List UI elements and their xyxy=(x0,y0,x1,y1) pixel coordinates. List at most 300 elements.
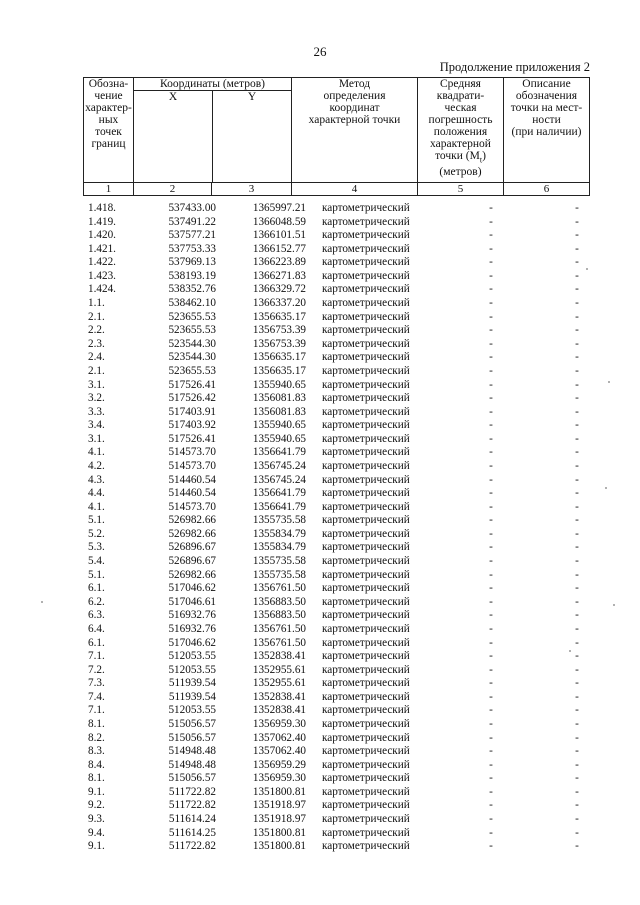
point-id-cell: 3.3. xyxy=(88,405,105,418)
x-cell: 537433.00 xyxy=(168,202,216,214)
table-row xyxy=(83,297,620,311)
method-cell: картометрический xyxy=(322,229,410,242)
point-id-cell: 4.1. xyxy=(88,446,105,459)
table-row xyxy=(83,474,620,488)
mean-error-cell: - xyxy=(489,717,493,730)
description-cell: - xyxy=(575,609,579,622)
method-cell: картометрический xyxy=(322,582,410,595)
method-cell: картометрический xyxy=(322,799,410,812)
x-cell: 516932.76 xyxy=(168,622,216,635)
continuation-note: Продолжение приложения 2 xyxy=(439,60,590,74)
point-id-cell: 1.424. xyxy=(88,283,116,296)
y-cell: 1356641.79 xyxy=(252,487,306,500)
y-cell: 1356761.50 xyxy=(252,622,306,635)
x-cell: 523655.53 xyxy=(168,324,216,337)
header-line: характерной точки xyxy=(308,114,401,126)
x-cell: 523544.30 xyxy=(168,351,216,364)
y-cell: 1355940.65 xyxy=(252,432,306,445)
description-cell: - xyxy=(575,514,579,527)
header-line: чение xyxy=(94,90,123,102)
table-row xyxy=(83,243,620,257)
x-cell: 537577.21 xyxy=(168,229,216,242)
header-line: точки на мест- xyxy=(510,102,583,114)
description-cell: - xyxy=(575,745,579,758)
description-cell: - xyxy=(575,758,579,771)
speck xyxy=(605,487,607,489)
x-cell: 538352.76 xyxy=(168,283,216,296)
x-cell: 511722.82 xyxy=(168,840,216,853)
header-line: определения xyxy=(323,90,386,102)
description-cell: - xyxy=(575,310,579,323)
column-number: 3 xyxy=(212,183,292,196)
header-line: погрешность xyxy=(428,114,493,126)
description-cell: - xyxy=(575,256,579,269)
mean-error-cell: - xyxy=(489,636,493,649)
mean-error-cell: - xyxy=(489,745,493,758)
x-cell: 511614.24 xyxy=(168,813,216,826)
mean-error-cell: - xyxy=(489,310,493,323)
x-cell: 517526.41 xyxy=(168,432,216,445)
y-cell: 1356635.17 xyxy=(252,364,306,377)
description-cell: - xyxy=(575,202,579,214)
x-cell: 517046.61 xyxy=(168,595,216,608)
table-row xyxy=(83,501,620,515)
method-cell: картометрический xyxy=(322,555,410,568)
table-row xyxy=(83,311,620,325)
description-cell: - xyxy=(575,473,579,486)
x-cell: 517046.62 xyxy=(168,636,216,649)
point-id-cell: 6.1. xyxy=(88,636,105,649)
description-cell: - xyxy=(575,690,579,703)
mean-error-cell: - xyxy=(489,351,493,364)
header-coordinates-title: Координаты (метров) xyxy=(134,78,291,91)
mean-error-cell: - xyxy=(489,392,493,405)
point-id-cell: 3.1. xyxy=(88,432,105,445)
mean-error-cell: - xyxy=(489,785,493,798)
column-number: 5 xyxy=(418,183,504,196)
x-cell: 514460.54 xyxy=(168,487,216,500)
description-cell: - xyxy=(575,459,579,472)
point-id-cell: 1.422. xyxy=(88,256,116,269)
method-cell: картометрический xyxy=(322,690,410,703)
mean-error-cell: - xyxy=(489,269,493,282)
point-id-cell: 8.3. xyxy=(88,745,105,758)
table-row xyxy=(83,419,620,433)
method-cell: картометрический xyxy=(322,256,410,269)
mean-error-cell: - xyxy=(489,622,493,635)
header-line: точек xyxy=(95,126,122,138)
description-cell: - xyxy=(575,297,579,310)
table-row xyxy=(83,718,620,732)
description-cell: - xyxy=(575,324,579,337)
method-cell: картометрический xyxy=(322,215,410,228)
table-row xyxy=(83,813,620,827)
method-cell: картометрический xyxy=(322,500,410,513)
description-cell: - xyxy=(575,351,579,364)
table-row xyxy=(83,406,620,420)
method-cell: картометрический xyxy=(322,487,410,500)
point-id-cell: 1.418. xyxy=(88,202,116,214)
mean-error-cell: - xyxy=(489,690,493,703)
description-cell: - xyxy=(575,622,579,635)
point-id-cell: 2.1. xyxy=(88,364,105,377)
description-cell: - xyxy=(575,555,579,568)
header-line: положения xyxy=(433,126,488,138)
method-cell: картометрический xyxy=(322,297,410,310)
mean-error-cell: - xyxy=(489,514,493,527)
method-cell: картометрический xyxy=(322,337,410,350)
method-cell: картометрический xyxy=(322,758,410,771)
header-point-designation xyxy=(84,78,134,183)
x-cell: 517403.92 xyxy=(168,419,216,432)
table-row xyxy=(83,229,620,243)
x-cell: 526982.66 xyxy=(168,514,216,527)
y-cell: 1355834.79 xyxy=(252,527,306,540)
y-cell: 1351800.81 xyxy=(252,826,306,839)
y-cell: 1356635.17 xyxy=(252,310,306,323)
x-cell: 523655.53 xyxy=(168,310,216,323)
point-id-cell: 7.2. xyxy=(88,663,105,676)
header-subscript: t xyxy=(479,155,483,165)
x-cell: 514460.54 xyxy=(168,473,216,486)
method-cell: картометрический xyxy=(322,473,410,486)
method-cell: картометрический xyxy=(322,717,410,730)
table-row xyxy=(83,446,620,460)
mean-error-cell: - xyxy=(489,500,493,513)
description-cell: - xyxy=(575,446,579,459)
table-row xyxy=(83,528,620,542)
method-cell: картометрический xyxy=(322,826,410,839)
point-id-cell: 1.1. xyxy=(88,297,105,310)
table-row xyxy=(83,637,620,651)
table-row xyxy=(83,338,620,352)
y-cell: 1352955.61 xyxy=(252,663,306,676)
point-id-cell: 1.421. xyxy=(88,242,116,255)
table-row xyxy=(83,541,620,555)
mean-error-cell: - xyxy=(489,459,493,472)
y-cell: 1355940.65 xyxy=(252,378,306,391)
description-cell: - xyxy=(575,785,579,798)
table-row xyxy=(83,270,620,284)
mean-error-cell: - xyxy=(489,677,493,690)
table-row xyxy=(83,202,620,216)
description-cell: - xyxy=(575,269,579,282)
description-cell: - xyxy=(575,527,579,540)
description-cell: - xyxy=(575,677,579,690)
y-cell: 1366271.83 xyxy=(252,269,306,282)
y-cell: 1356959.30 xyxy=(252,717,306,730)
header-line: Средняя xyxy=(440,78,481,90)
table-row xyxy=(83,732,620,746)
point-id-cell: 9.2. xyxy=(88,799,105,812)
y-cell: 1356753.39 xyxy=(252,324,306,337)
header-line: (метров) xyxy=(439,166,482,179)
description-cell: - xyxy=(575,500,579,513)
x-cell: 523655.53 xyxy=(168,364,216,377)
mean-error-cell: - xyxy=(489,663,493,676)
method-cell: картометрический xyxy=(322,419,410,432)
x-cell: 537491.22 xyxy=(168,215,216,228)
description-cell: - xyxy=(575,582,579,595)
header-line: ности xyxy=(532,114,561,126)
point-id-cell: 7.1. xyxy=(88,704,105,717)
table-row xyxy=(83,691,620,705)
y-cell: 1352838.41 xyxy=(252,690,306,703)
column-number: 1 xyxy=(84,183,134,196)
method-cell: картометрический xyxy=(322,405,410,418)
method-cell: картометрический xyxy=(322,364,410,377)
y-cell: 1357062.40 xyxy=(252,731,306,744)
mean-error-cell: - xyxy=(489,432,493,445)
mean-error-cell: - xyxy=(489,813,493,826)
y-cell: 1351800.81 xyxy=(252,840,306,853)
method-cell: картометрический xyxy=(322,527,410,540)
y-cell: 1351918.97 xyxy=(252,799,306,812)
y-cell: 1356761.50 xyxy=(252,636,306,649)
method-cell: картометрический xyxy=(322,663,410,676)
mean-error-cell: - xyxy=(489,568,493,581)
header-method xyxy=(292,78,418,183)
header-text: точки (М xyxy=(435,150,480,162)
mean-error-cell: - xyxy=(489,826,493,839)
y-cell: 1356883.50 xyxy=(252,595,306,608)
x-cell: 511722.82 xyxy=(168,785,216,798)
mean-error-cell: - xyxy=(489,215,493,228)
header-line: Обозна- xyxy=(88,78,129,90)
header-line: обозначения xyxy=(515,90,578,102)
table-row xyxy=(83,840,620,854)
point-id-cell: 1.419. xyxy=(88,215,116,228)
y-cell: 1355940.65 xyxy=(252,419,306,432)
y-cell: 1356081.83 xyxy=(252,392,306,405)
method-cell: картометрический xyxy=(322,446,410,459)
mean-error-cell: - xyxy=(489,772,493,785)
y-cell: 1366152.77 xyxy=(252,242,306,255)
x-cell: 512053.55 xyxy=(168,650,216,663)
mean-error-cell: - xyxy=(489,731,493,744)
table-header xyxy=(83,77,590,196)
method-cell: картометрический xyxy=(322,772,410,785)
description-cell: - xyxy=(575,283,579,296)
point-id-cell: 9.1. xyxy=(88,840,105,853)
method-cell: картометрический xyxy=(322,745,410,758)
x-cell: 514573.70 xyxy=(168,446,216,459)
method-cell: картометрический xyxy=(322,269,410,282)
point-id-cell: 7.4. xyxy=(88,690,105,703)
method-cell: картометрический xyxy=(322,568,410,581)
description-cell: - xyxy=(575,840,579,853)
table-row xyxy=(83,555,620,569)
point-id-cell: 5.4. xyxy=(88,555,105,568)
column-number: 6 xyxy=(504,183,590,196)
coordinates-table xyxy=(83,202,620,854)
mean-error-cell: - xyxy=(489,527,493,540)
y-cell: 1356959.30 xyxy=(252,772,306,785)
point-id-cell: 7.1. xyxy=(88,650,105,663)
point-id-cell: 1.420. xyxy=(88,229,116,242)
table-row xyxy=(83,569,620,583)
x-cell: 523544.30 xyxy=(168,337,216,350)
header-line: Описание xyxy=(522,78,571,90)
description-cell: - xyxy=(575,636,579,649)
mean-error-cell: - xyxy=(489,541,493,554)
table-row xyxy=(83,772,620,786)
x-cell: 515056.57 xyxy=(168,731,216,744)
speck xyxy=(41,601,43,603)
header-line: (при наличии) xyxy=(511,126,582,138)
table-row xyxy=(83,623,620,637)
y-cell: 1355735.58 xyxy=(252,555,306,568)
header-y: Y xyxy=(247,91,257,103)
x-cell: 515056.57 xyxy=(168,717,216,730)
header-line: ных xyxy=(98,114,119,126)
table-row xyxy=(83,379,620,393)
y-cell: 1366223.89 xyxy=(252,256,306,269)
description-cell: - xyxy=(575,364,579,377)
y-cell: 1356745.24 xyxy=(252,459,306,472)
description-cell: - xyxy=(575,432,579,445)
point-id-cell: 7.3. xyxy=(88,677,105,690)
mean-error-cell: - xyxy=(489,473,493,486)
x-cell: 511939.54 xyxy=(168,677,216,690)
table-row xyxy=(83,704,620,718)
point-id-cell: 8.4. xyxy=(88,758,105,771)
point-id-cell: 9.1. xyxy=(88,785,105,798)
mean-error-cell: - xyxy=(489,337,493,350)
description-cell: - xyxy=(575,215,579,228)
y-cell: 1356641.79 xyxy=(252,500,306,513)
mean-error-cell: - xyxy=(489,419,493,432)
table-row xyxy=(83,365,620,379)
x-cell: 514573.70 xyxy=(168,459,216,472)
mean-error-cell: - xyxy=(489,297,493,310)
x-cell: 515056.57 xyxy=(168,772,216,785)
point-id-cell: 3.2. xyxy=(88,392,105,405)
mean-error-cell: - xyxy=(489,799,493,812)
mean-error-cell: - xyxy=(489,487,493,500)
x-cell: 517403.91 xyxy=(168,405,216,418)
method-cell: картометрический xyxy=(322,432,410,445)
table-row xyxy=(83,786,620,800)
mean-error-cell: - xyxy=(489,650,493,663)
method-cell: картометрический xyxy=(322,514,410,527)
header-mean-error xyxy=(418,78,504,183)
mean-error-cell: - xyxy=(489,704,493,717)
x-cell: 512053.55 xyxy=(168,663,216,676)
y-cell: 1366048.59 xyxy=(252,215,306,228)
point-id-cell: 4.3. xyxy=(88,473,105,486)
point-id-cell: 5.1. xyxy=(88,514,105,527)
y-cell: 1356959.29 xyxy=(252,758,306,771)
method-cell: картометрический xyxy=(322,609,410,622)
header-line: координат xyxy=(329,102,380,114)
table-row xyxy=(83,582,620,596)
column-number: 4 xyxy=(292,183,418,196)
description-cell: - xyxy=(575,704,579,717)
table-row xyxy=(83,487,620,501)
method-cell: картометрический xyxy=(322,459,410,472)
mean-error-cell: - xyxy=(489,242,493,255)
table-row xyxy=(83,256,620,270)
y-cell: 1366329.72 xyxy=(252,283,306,296)
speck xyxy=(569,650,571,652)
header-line: квадрати- xyxy=(436,90,485,102)
y-cell: 1356641.79 xyxy=(252,446,306,459)
x-cell: 517046.62 xyxy=(168,582,216,595)
y-cell: 1356883.50 xyxy=(252,609,306,622)
point-id-cell: 6.2. xyxy=(88,595,105,608)
header-line: Метод xyxy=(338,78,371,90)
y-cell: 1355735.58 xyxy=(252,568,306,581)
y-cell: 1351918.97 xyxy=(252,813,306,826)
method-cell: картометрический xyxy=(322,283,410,296)
x-cell: 511939.54 xyxy=(168,690,216,703)
mean-error-cell: - xyxy=(489,256,493,269)
mean-error-cell: - xyxy=(489,283,493,296)
speck xyxy=(608,381,610,383)
method-cell: картометрический xyxy=(322,813,410,826)
y-cell: 1356761.50 xyxy=(252,582,306,595)
header-coordinates xyxy=(134,78,292,183)
method-cell: картометрический xyxy=(322,541,410,554)
point-id-cell: 6.4. xyxy=(88,622,105,635)
mean-error-cell: - xyxy=(489,758,493,771)
description-cell: - xyxy=(575,337,579,350)
method-cell: картометрический xyxy=(322,677,410,690)
x-cell: 538193.19 xyxy=(168,269,216,282)
description-cell: - xyxy=(575,731,579,744)
x-cell: 514573.70 xyxy=(168,500,216,513)
page-number: 26 xyxy=(313,44,327,59)
y-cell: 1366337.20 xyxy=(252,297,306,310)
method-cell: картометрический xyxy=(322,242,410,255)
x-cell: 511722.82 xyxy=(168,799,216,812)
mean-error-cell: - xyxy=(489,229,493,242)
x-cell: 512053.55 xyxy=(168,704,216,717)
table-row xyxy=(83,283,620,297)
table-row xyxy=(83,596,620,610)
method-cell: картометрический xyxy=(322,351,410,364)
mean-error-cell: - xyxy=(489,582,493,595)
header-line: характер- xyxy=(85,102,132,114)
point-id-cell: 8.1. xyxy=(88,717,105,730)
header-line: ческая xyxy=(444,102,477,114)
y-cell: 1356753.39 xyxy=(252,337,306,350)
point-id-cell: 5.1. xyxy=(88,568,105,581)
point-id-cell: 4.2. xyxy=(88,459,105,472)
header-description xyxy=(504,78,590,183)
method-cell: картометрический xyxy=(322,595,410,608)
table-row xyxy=(83,460,620,474)
description-cell: - xyxy=(575,595,579,608)
point-id-cell: 4.4. xyxy=(88,487,105,500)
point-id-cell: 4.1. xyxy=(88,500,105,513)
header-line: характерной xyxy=(430,138,491,150)
table-row xyxy=(83,664,620,678)
mean-error-cell: - xyxy=(489,609,493,622)
description-cell: - xyxy=(575,378,579,391)
point-id-cell: 6.1. xyxy=(88,582,105,595)
y-cell: 1365997.21 xyxy=(252,202,306,214)
description-cell: - xyxy=(575,419,579,432)
point-id-cell: 8.2. xyxy=(88,731,105,744)
description-cell: - xyxy=(575,650,579,663)
y-cell: 1356745.24 xyxy=(252,473,306,486)
point-id-cell: 1.423. xyxy=(88,269,116,282)
method-cell: картометрический xyxy=(322,324,410,337)
description-cell: - xyxy=(575,541,579,554)
method-cell: картометрический xyxy=(322,636,410,649)
